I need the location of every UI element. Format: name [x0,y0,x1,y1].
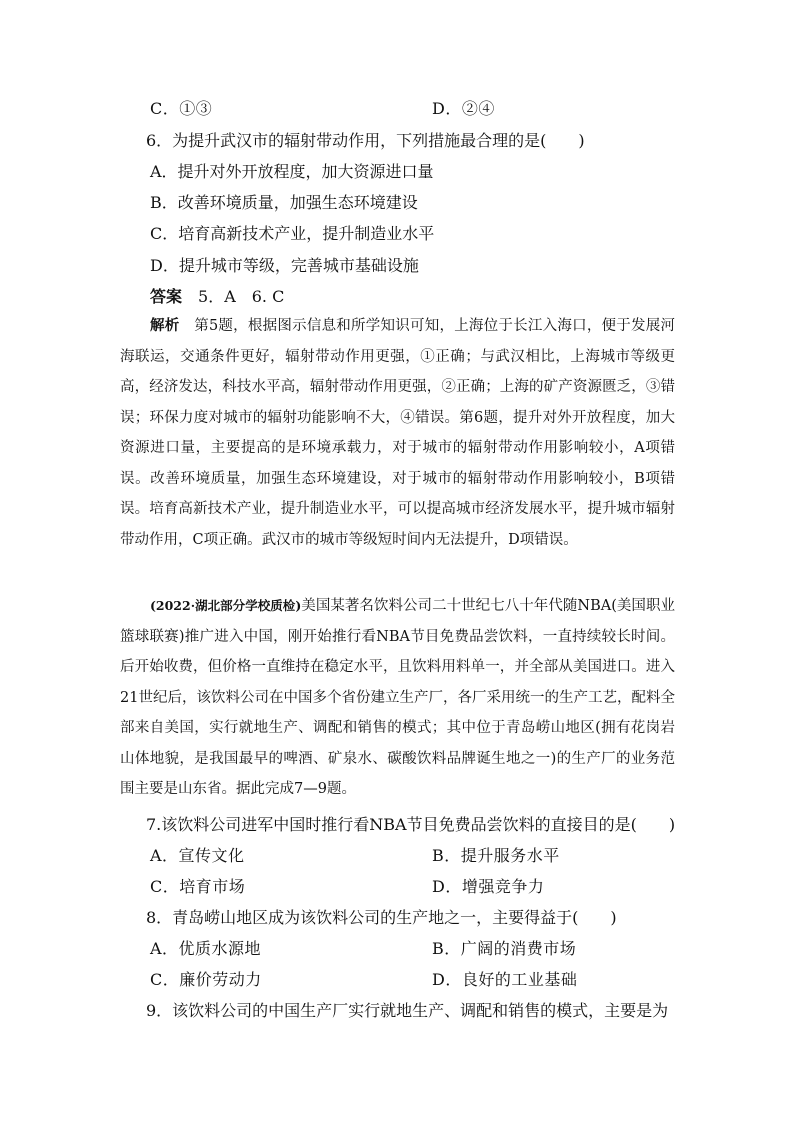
q7-option-a: A．宣传文化 [150,846,245,865]
q7-stem: 7.该饮料公司进军中国时推行看NBA节目免费品尝饮料的直接目的是( ) [146,815,676,834]
q7-option-b: B．提升服务水平 [432,846,560,865]
q7-option-c: C．培育市场 [150,877,246,896]
q8-option-b: B．广阔的消费市场 [432,939,577,958]
analysis-paragraph [120,311,675,555]
answer-text: 5．A 6. C [182,287,285,306]
q8-option-d: D．良好的工业基础 [432,970,578,989]
answer-line [150,284,284,307]
analysis-text: 第5题，根据图示信息和所学知识可知，上海位于长江入海口，便于发展河海联运，交通条件更好，辐射带动作用更强，①正确；与武汉相比，上海城市等级更高，经济发达，科技水平高，辐射带动作用更强，②正确；上海的矿产资源匮乏，③错误；环保力度对城市的辐射功能影响不大，④错误。第6题，提升对外开放程度，加大资源进口量，主要提高的是环境承载力，对于城市的辐射带动作用影响较小，A项错误。改善环境质量，加强生态环境建设，对于城市的辐射带动作用影响较小，B项错误。培育高新技术产业，提升制造业水平，可以提高城市经济发展水平，提升城市辐射带动作用，C项正确。武汉市的城市等级短时间内无法提升，D项错误。 [120,318,675,548]
q6-stem: 6．为提升武汉市的辐射带动作用，下列措施最合理的是( ) [146,131,585,150]
q5-option-d: D．②④ [432,99,495,118]
material-source: (2022·湖北部分学校质检) [150,598,302,613]
q7-option-d: D．增强竞争力 [432,877,545,896]
q6-option-c: C．培育高新技术产业，提升制造业水平 [150,224,435,243]
q8-option-c: C．廉价劳动力 [150,970,262,989]
q6-option-a: A．提升对外开放程度，加大资源进口量 [150,162,434,181]
material-paragraph [120,591,675,805]
q8-option-a: A．优质水源地 [150,939,262,958]
material-text: 美国某著名饮料公司二十世纪七八十年代随NBA(美国职业篮球联赛)推广进入中国，刚开始推行看NBA节目免费品尝饮料，一直持续较长时间。后开始收费，但价格一直维持在稳定水平，且饮料用料单一，并全部从美国进口。进入21世纪后，该饮料公司在中国多个省份建立生产厂，各厂采用统一的生产工艺，配料全部来自美国，实行就地生产、调配和销售的模式；其中位于青岛崂山地区(拥有花岗岩山体地貌，是我国最早的啤酒、矿泉水、碳酸饮料品牌诞生地之一)的生产厂的业务范围主要是山东省。据此完成7—9题。 [120,598,675,797]
q6-option-b: B．改善环境质量，加强生态环境建设 [150,193,418,212]
q6-option-d: D．提升城市等级，完善城市基础设施 [150,256,419,275]
q9-stem: 9．该饮料公司的中国生产厂实行就地生产、调配和销售的模式，主要是为 [146,1001,669,1020]
q5-option-c: C．①③ [150,99,213,118]
answer-label: 答案 [150,287,183,306]
q8-stem: 8．青岛崂山地区成为该饮料公司的生产地之一，主要得益于( ) [146,908,617,927]
analysis-label: 解析 [150,317,180,334]
